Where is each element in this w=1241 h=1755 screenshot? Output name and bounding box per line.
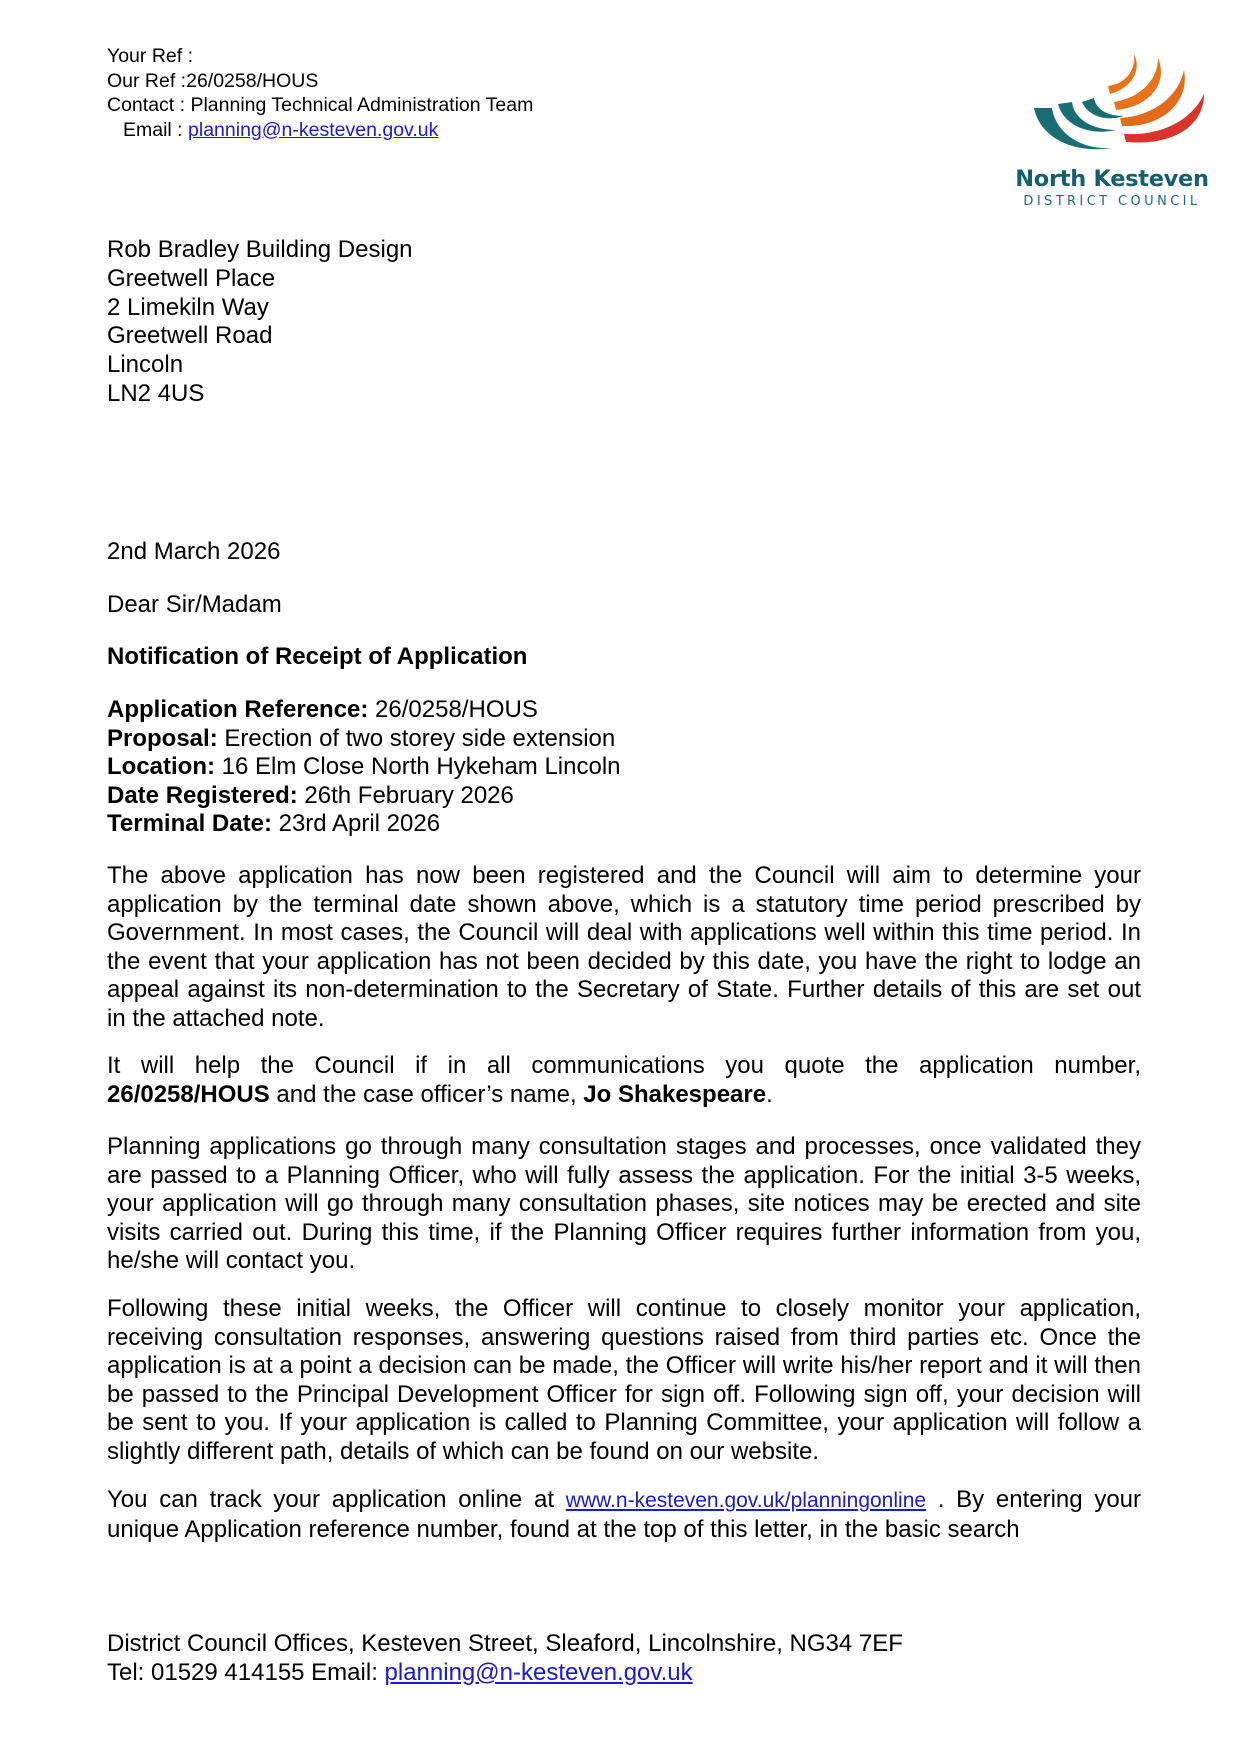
footer-email-link[interactable]: planning@n-kesteven.gov.uk [384, 1658, 693, 1686]
detail-row [107, 725, 1141, 754]
detail-value: 26th February 2026 [297, 781, 514, 809]
quote-end: . [766, 1080, 773, 1108]
address-line: 2 Limekiln Way [107, 293, 269, 321]
address-line: Greetwell Road [107, 322, 273, 350]
detail-row [107, 753, 1141, 782]
paragraph-consultation: Planning applications go through many consultation stages and processes, once validated they are passed to a Planning Officer, who will fully assess the application. For the initial 3-5 weeks, your application will go through many consultation phases, site notices may be erected and site visits carried out. During this time, if the Planning Officer requires further information from you, he/she will contact you. [107, 1133, 1141, 1274]
email-label: Email : [123, 118, 183, 141]
detail-label: Date Registered: [107, 781, 298, 809]
application-number: 26/0258/HOUS [107, 1080, 270, 1108]
reference-block [107, 44, 533, 142]
detail-row [107, 696, 1141, 725]
detail-label: Terminal Date: [107, 810, 272, 837]
detail-row [107, 782, 1141, 811]
planning-online-link[interactable]: www.n-kesteven.gov.uk/planningonline [565, 1489, 927, 1512]
address-line: Greetwell Place [107, 264, 276, 292]
case-officer-name: Jo Shakespeare [583, 1080, 767, 1108]
detail-label: Application Reference: [107, 696, 369, 723]
email-line [107, 118, 533, 143]
your-ref: Your Ref : [107, 45, 193, 67]
quote-text: and the case officer’s name, [269, 1080, 584, 1108]
paragraph-decision-process: Following these initial weeks, the Officer will continue to closely monitor your application, receiving consultation responses, answering questions raised from third parties etc. Once the application is at a point a decision can be made, the Officer will write his/her report and it will then be passed to the Principal Development Officer for sign off. Following sign off, your decision will be sent to you. If your application is called to Planning Committee, your application will follow a slightly different path, details of which can be found on our website. [107, 1295, 1141, 1465]
detail-value: 16 Elm Close North Hykeham Lincoln [215, 753, 621, 780]
detail-value: Erection of two storey side extension [217, 724, 616, 752]
council-swirl-icon [1012, 46, 1212, 166]
footer-address: District Council Offices, Kesteven Street, Sleaford, Lincolnshire, NG34 7EF [107, 1630, 903, 1657]
detail-label: Location: [107, 753, 215, 780]
paragraph-track-online [107, 1486, 1141, 1544]
council-logo [1012, 46, 1212, 211]
paragraph-terminal-date: The above application has now been registered and the Council will aim to determine your application by the terminal date shown above, which is a statutory time period prescribed by Government. In most cases, the Council will deal with applications well within this time period. In the event that your application has not been decided by this date, you have the right to lodge an appeal against its non-determination to the Secretary of State. Further details of this are set out in the attached note. [107, 862, 1141, 1032]
address-line: Lincoln [107, 351, 184, 379]
paragraph-quote-number [107, 1052, 1141, 1109]
detail-value: 26/0258/HOUS [368, 696, 538, 723]
council-subtitle: DISTRICT COUNCIL [1023, 194, 1201, 209]
quote-line [107, 1081, 1141, 1110]
salutation: Dear Sir/Madam [107, 591, 282, 618]
letter-title: Notification of Receipt of Application [107, 643, 528, 670]
our-ref: Our Ref :26/0258/HOUS [107, 69, 319, 92]
council-name: North Kesteven [1015, 166, 1209, 192]
email-link[interactable]: planning@n-kesteven.gov.uk [188, 118, 439, 141]
detail-row [107, 810, 1141, 839]
footer-tel: Tel: 01529 414155 Email: [107, 1658, 385, 1686]
address-line: Rob Bradley Building Design [107, 236, 413, 263]
footer-contact [107, 1659, 903, 1688]
recipient-address [107, 236, 413, 409]
detail-label: Proposal: [107, 724, 218, 752]
letter-date: 2nd March 2026 [107, 538, 281, 565]
footer [107, 1630, 903, 1687]
application-details [107, 696, 1141, 839]
track-text-continued: . By entering your unique Application reference number, found at the top of this letter, in the basic search [107, 1486, 1142, 1543]
quote-line: It will help the Council if in all communications you quote the application number, [107, 1052, 1141, 1079]
contact: Contact : Planning Technical Administration Team [107, 94, 534, 116]
detail-value: 23rd April 2026 [271, 810, 441, 837]
address-line: LN2 4US [107, 379, 205, 407]
track-text: You can track your application online at [107, 1486, 554, 1513]
